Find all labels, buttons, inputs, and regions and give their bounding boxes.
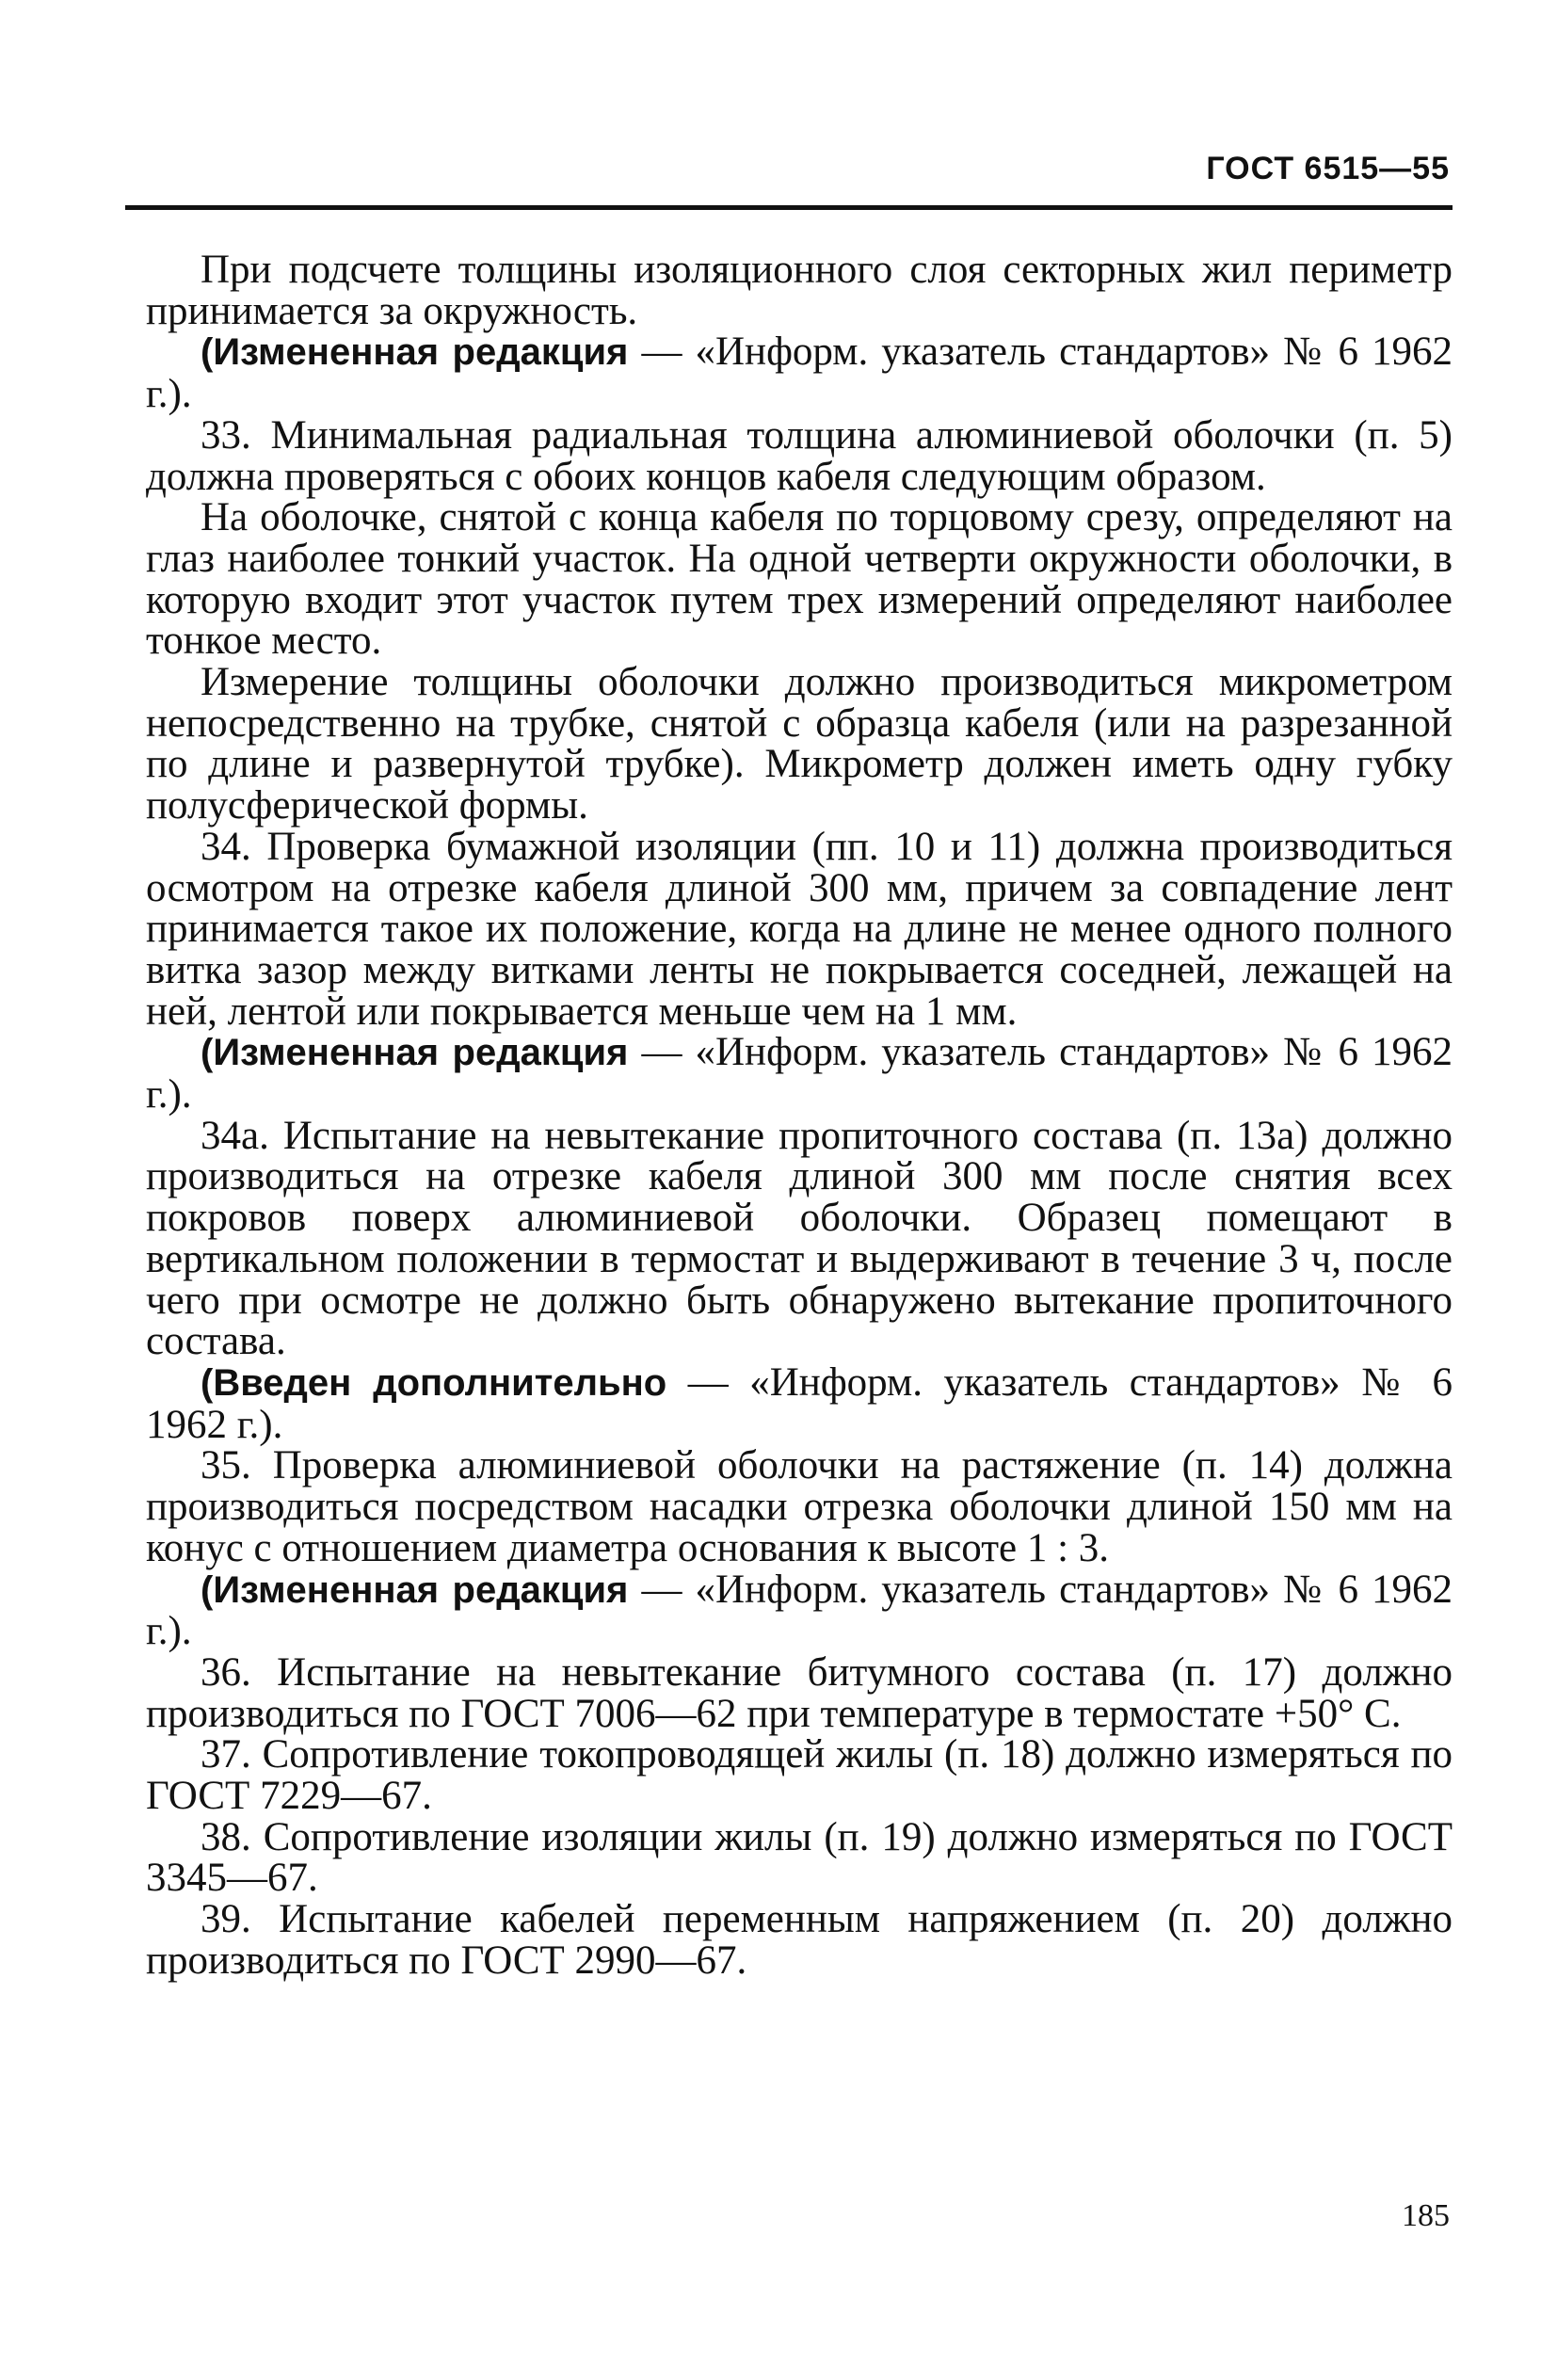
paragraph-38: 38. Сопротивление изоляции жилы (п. 19) должно измеряться по ГОСТ 3345—67. (146, 1814, 1453, 1901)
amendment-note-1 (146, 330, 1453, 417)
paragraph-perimeter: При подсчете толщины изоляционного слоя секторных жил периметр принимается за окружность. (146, 248, 1453, 333)
header-rule (125, 205, 1453, 210)
amendment-text: — «Информ. указатель стандартов» № 6 1962 г.). (146, 1567, 1453, 1654)
paragraph-34a: 34а. Испытание на невытекание пропиточного состава (п. 13а) должно производиться на отрезке кабеля длиной 300 мм после снятия всех покровов поверх алюминиевой оболочки. Образец помещают в вертикальном положении в термостат и выдерживают в течение 3 ч, после чего при осмотре не должно быть обнаружено вытекание пропиточного состава. (146, 1113, 1453, 1364)
amendment-label: (Измененная редакция (201, 331, 629, 374)
paragraph-34: 34. Проверка бумажной изоляции (пп. 10 и 11) должна производиться осмотром на отрезке кабеля длиной 300 мм, причем за совпадение лент принимается такое их положение, когда на длине не менее одного полного витка зазор между витками ленты не покрывается соседней, лежащей на ней, лентой или покрывается меньше чем на 1 мм. (146, 824, 1453, 1034)
amendment-label: (Введен дополнительно (201, 1361, 667, 1404)
amendment-label: (Измененная редакция (201, 1568, 629, 1611)
paragraph-33-micrometer: Измерение толщины оболочки должно производиться микрометром непосредственно на трубке, снятой с образца кабеля (или на разрезанной по длине и развернутой трубке). Микрометр должен иметь одну губку полусферической формы. (146, 660, 1453, 828)
document-body (146, 249, 1453, 1982)
amendment-text: — «Информ. указатель стандартов» № 6 1962 г.). (146, 1359, 1453, 1447)
paragraph-35: 35. Проверка алюминиевой оболочки на растяжение (п. 14) должна производиться посредством насадки отрезка оболочки длиной 150 мм на конус с отношением диаметра основания к высоте 1 : 3. (146, 1443, 1453, 1570)
amendment-label: (Измененная редакция (201, 1032, 629, 1074)
page-number: 185 (1402, 2198, 1450, 2233)
amendment-text: — «Информ. указатель стандартов» № 6 1962 г.). (146, 1030, 1453, 1118)
amendment-note-2 (146, 1030, 1453, 1118)
paragraph-33-sheath: На оболочке, снятой с конца кабеля по торцовому срезу, определяют на глаз наиболее тонкий участок. На одной четверти окружности оболочки, в которую входит этот участок путем трех измерений определяют наиболее тонкое место. (146, 495, 1453, 664)
amendment-note-3 (146, 1359, 1453, 1447)
amendment-note-4 (146, 1569, 1453, 1652)
paragraph-33: 33. Минимальная радиальная толщина алюминиевой оболочки (п. 5) должна проверяться с обоих концов кабеля следующим образом. (146, 412, 1453, 499)
paragraph-37: 37. Сопротивление токопроводящей жилы (п. 18) должно измеряться по ГОСТ 7229—67. (146, 1732, 1453, 1819)
document-code-header: ГОСТ 6515—55 (1206, 151, 1450, 186)
paragraph-36: 36. Испытание на невытекание битумного состава (п. 17) должно производиться по ГОСТ 7006—62 при температуре в термостате +50° С. (146, 1649, 1453, 1736)
paragraph-39: 39. Испытание кабелей переменным напряжением (п. 20) должно производиться по ГОСТ 2990—67. (146, 1897, 1453, 1983)
amendment-text: — «Информ. указатель стандартов» № 6 1962 г.). (146, 330, 1453, 417)
